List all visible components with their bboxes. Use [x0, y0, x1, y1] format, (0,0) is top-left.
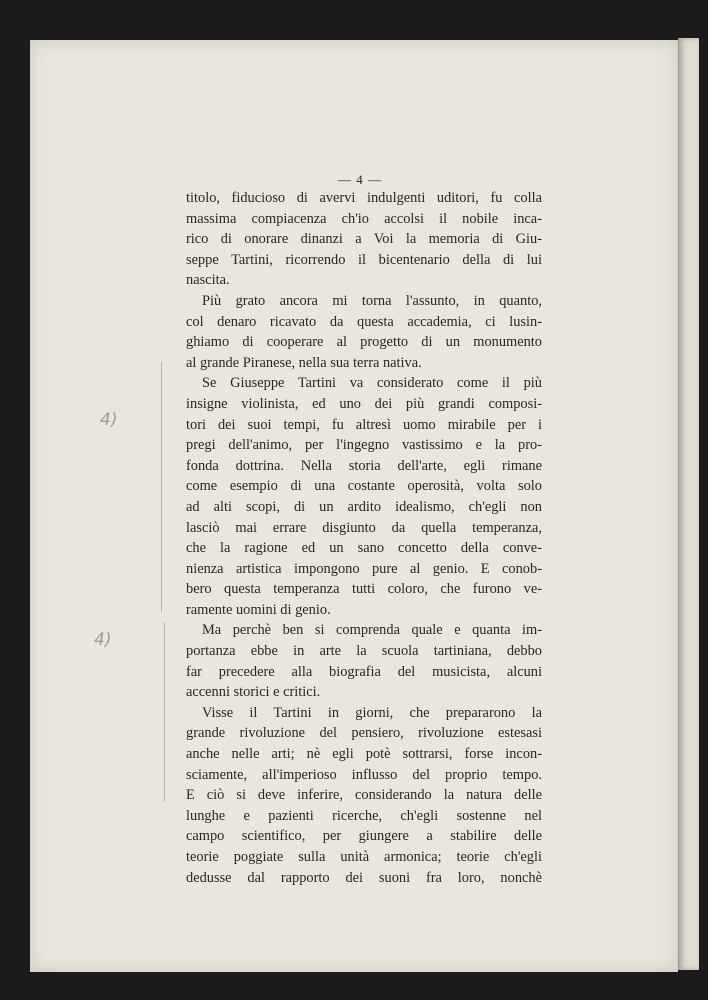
text-line: rico di onorare dinanzi a Voi la memoria di Giu-	[186, 231, 542, 248]
text-line: come esempio di una costante operosità, volta solo	[186, 478, 542, 495]
text-line: ad alti scopi, di un ardito idealismo, ch'egli non	[186, 498, 542, 515]
text-line: massima compiacenza ch'io accolsi il nobile inca-	[186, 210, 542, 227]
text-line: grande rivoluzione del pensiero, rivoluzione estesasi	[186, 725, 542, 742]
text-line: bero questa temperanza tutti coloro, che furono ve-	[186, 581, 542, 598]
text-line: lasciò mai errare disgiunto da quella temperanza,	[186, 519, 542, 536]
text-line: Visse il Tartini in giorni, che prepararono la	[202, 704, 542, 721]
text-line: far precedere alla biografia del musicista, alcuni	[186, 663, 542, 680]
text-line: nienza artistica impongono pure al genio. E conob-	[186, 560, 542, 577]
margin-note: 4)	[100, 410, 118, 430]
text-line: anche nelle arti; nè egli potè sottrarsi, forse incon-	[186, 746, 542, 763]
text-line: teorie poggiate sulla unità armonica; teorie ch'egli	[186, 849, 542, 865]
margin-note: 4)	[94, 630, 112, 650]
text-line: Più grato ancora mi torna l'assunto, in quanto,	[202, 292, 542, 309]
text-line: tori dei suoi tempi, fu altresì uomo mirabile per i	[186, 416, 542, 433]
text-line: E ciò si deve inferire, considerando la natura delle	[186, 787, 542, 804]
text-line: col denaro ricavato da questa accademia, ci lusin-	[186, 313, 542, 330]
text-line: fonda dottrina. Nella storia dell'arte, egli rimane	[186, 457, 542, 474]
page-number: — 4 —	[338, 172, 382, 187]
text-line: seppe Tartini, ricorrendo il bicentenario della di lui	[186, 251, 542, 268]
next-page-edge	[678, 38, 699, 970]
margin-pencil-line	[161, 362, 162, 612]
text-line: al grande Piranese, nella sua terra nativa.	[186, 354, 422, 371]
text-line: titolo, fiducioso di avervi indulgenti uditori, fu colla	[186, 190, 542, 206]
text-line: sciamente, all'imperioso influsso del proprio tempo.	[186, 766, 542, 783]
margin-pencil-line	[164, 622, 165, 802]
text-line: lunghe e pazienti ricerche, ch'egli sostenne nel	[186, 807, 542, 824]
body-text	[186, 188, 542, 888]
text-line: insigne violinista, ed uno dei più grandi composi-	[186, 395, 542, 412]
text-line: Ma perchè ben si comprenda quale e quanta im-	[202, 622, 542, 639]
text-line: dedusse dal rapporto dei suoni fra loro, nonchè	[186, 869, 542, 886]
text-line: che la ragione ed un sano concetto della conve-	[186, 540, 542, 557]
text-line: portanza ebbe in arte la scuola tartiniana, debbo	[186, 643, 542, 660]
text-line: accenni storici e critici.	[186, 684, 321, 701]
text-line: ghiamo di cooperare al progetto di un monumento	[186, 334, 542, 351]
text-line: Se Giuseppe Tartini va considerato come il più	[202, 375, 542, 392]
text-line: nascita.	[186, 272, 230, 289]
text-line: campo scientifico, per giungere a stabilire delle	[186, 828, 542, 845]
text-line: pregi dell'animo, per l'ingegno vastissimo e la pro-	[186, 437, 542, 454]
text-line: ramente uomini di genio.	[186, 601, 331, 618]
